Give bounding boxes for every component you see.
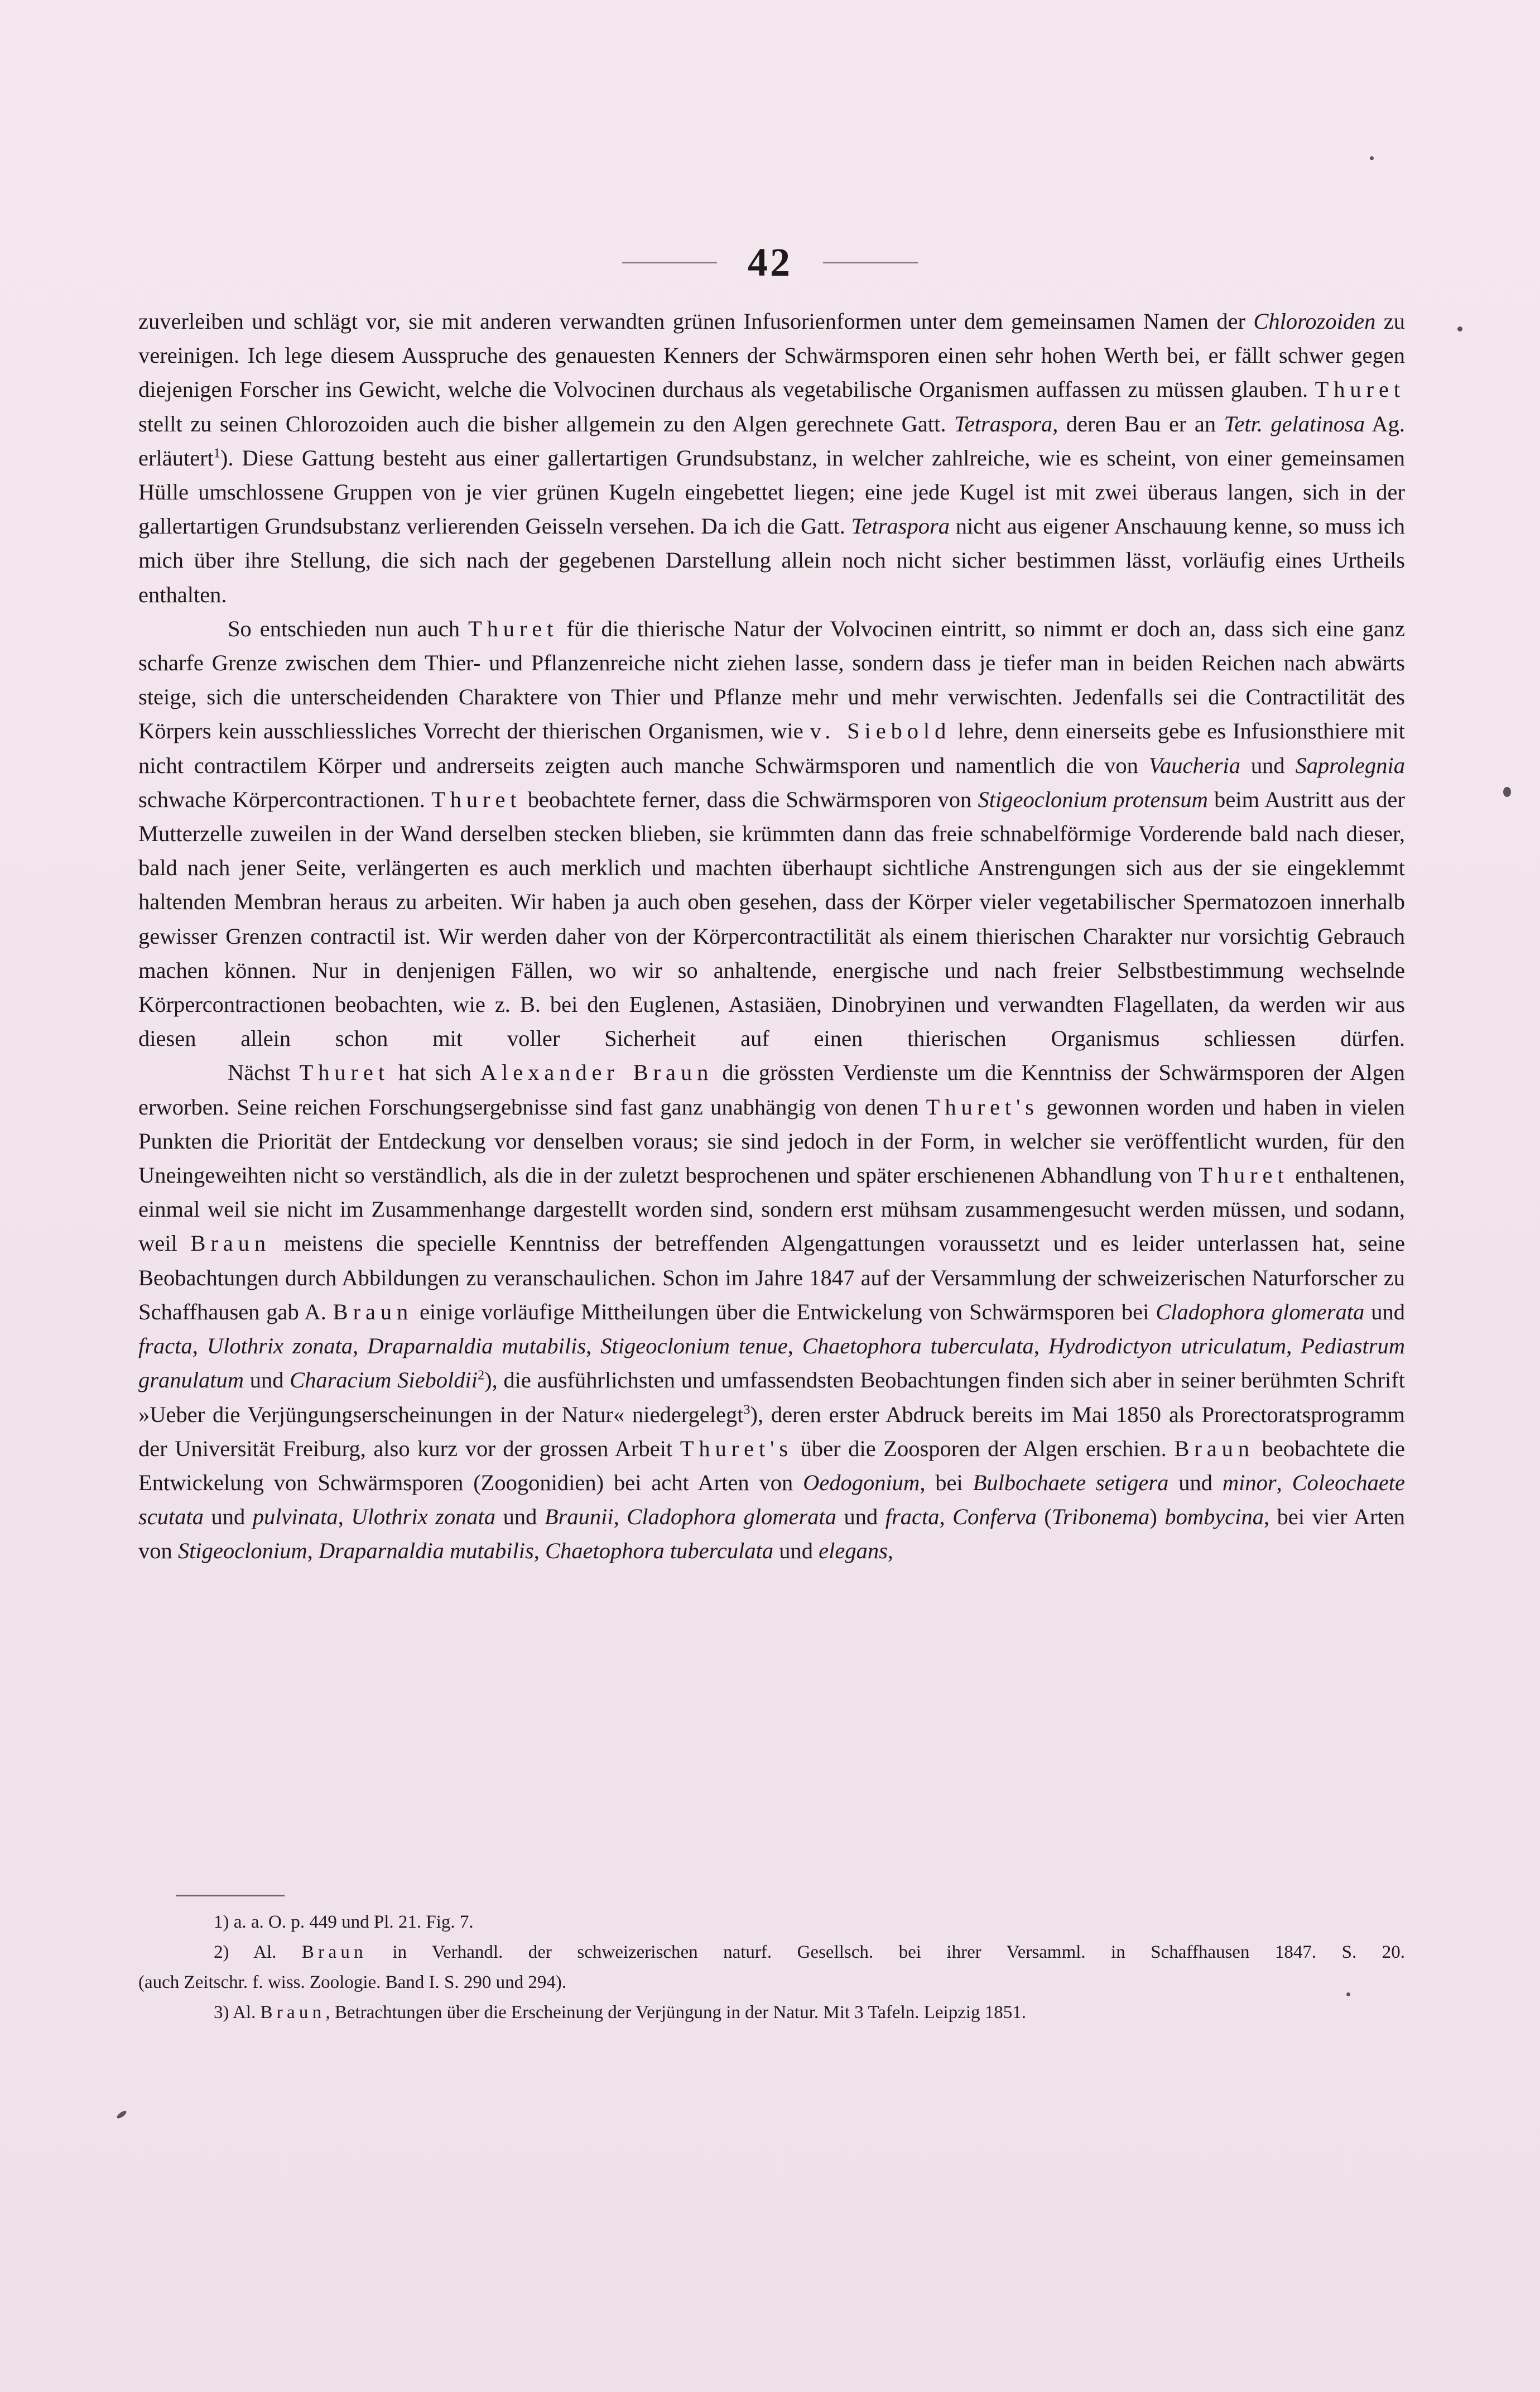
text-run: ,	[192, 1333, 207, 1359]
italic-term: fracta	[138, 1333, 192, 1359]
author-name: Braun	[301, 1942, 367, 1962]
author-name: Thuret	[431, 786, 522, 812]
text-run: beobachtete die Entwickelung von Schwärmsporen (Zoogonidien) bei acht Arten von	[138, 1435, 1405, 1495]
italic-term: Stigeoclonium tenue	[600, 1333, 788, 1359]
author-name: Braun	[333, 1299, 413, 1324]
italic-term: Oedogonium	[803, 1469, 920, 1495]
header-rule-right	[823, 262, 918, 263]
author-name: Braun	[190, 1231, 271, 1256]
footnote-1-mark: 1)	[214, 1912, 229, 1932]
ink-speck	[116, 2110, 128, 2120]
page-header	[0, 229, 1540, 296]
text-run: nicht aus eigener Anschauung kenne, so muss ich mich über ihre Stellung, die sich nach der gegebenen Darstellung allein noch nicht sicher bestimmen lässt, vorläufig eines Urtheils enthalten.	[138, 513, 1405, 607]
text-run: lehre, denn einerseits gebe es Infusionsthiere mit nicht contractilem Körper und andrerseits zeigten auch manche Schwärmsporen und namentlich die von	[138, 718, 1405, 778]
author-name: Thuret	[468, 616, 559, 641]
text-run: zu vereinigen. Ich lege diesem Ausspruche des genauesten Kenners der Schwärmsporen einen sehr hohen Werth bei, er fällt schwer gegen diejenigen Forscher ins Gewicht, welche die Volvocinen durchaus als vegetabilische Organismen auffassen zu müssen glauben.	[138, 309, 1405, 402]
text-run: ,	[1276, 1469, 1292, 1495]
italic-term: Tetraspora	[954, 411, 1053, 436]
text-run: für die thierische Natur der Volvocinen eintritt, so nimmt er doch an, dass sich eine ganz scharfe Grenze zwischen dem Thier- und Pflanzenreiche nicht ziehen lasse, sondern dass je tiefer man in beiden Reichen nach abwärts steige, sich die unterscheidenden Charaktere von Thier und Pflanze mehr und mehr verwischten. Jedenfalls sei die Contractilität des Körpers kein ausschliessliches Vorrecht der thierischen Organismen, wie	[138, 616, 1405, 744]
author-name: Thuret's	[680, 1435, 793, 1461]
italic-term: Tetr. gelatinosa	[1224, 411, 1365, 436]
text-run: hat sich	[389, 1060, 480, 1085]
text-run: gewonnen worden und haben in vielen Punkten die Priorität der Entdeckung vor denselben voraus; sie sind jedoch in der Form, in welcher sie veröffentlicht wurden, für den Uneingeweihten nicht so verständlich, als die in der zuletzt besprochenen und später erschienenen Abhandlung von	[138, 1094, 1405, 1188]
text-run: schwache Körpercontractionen.	[138, 786, 432, 812]
footnote-2-continuation: (auch Zeitschr. f. wiss. Zoologie. Band I. S. 290 und 294).	[138, 1972, 567, 1992]
footnote-ref: 3	[743, 1402, 750, 1417]
text-run: stellt zu seinen Chlorozoiden auch die bisher allgemein zu den Algen gerechnete Gatt.	[138, 411, 954, 436]
italic-term: elegans	[819, 1538, 888, 1564]
italic-term: fracta	[885, 1504, 940, 1530]
italic-term: Stigeoclonium protensum	[978, 786, 1208, 812]
paragraph-1	[138, 304, 1405, 612]
text-run: ,	[353, 1333, 368, 1359]
author-name: Thuret	[299, 1060, 389, 1085]
footnote-1	[138, 1909, 1405, 1935]
italic-term: Coleochaete scutata	[138, 1469, 1406, 1530]
text-run: die grössten Verdienste um die Kenntniss der Schwärmsporen der Algen erworben. Seine reichen Forschungsergebnisse sind fast ganz unabhängig von denen	[138, 1060, 1406, 1120]
text-run: (	[1036, 1504, 1052, 1530]
author-name: v. Siebold	[810, 718, 951, 744]
italic-term: Pediastrum granulatum	[138, 1333, 1406, 1393]
italic-term: Ulothrix zonata	[206, 1333, 353, 1359]
text-run: und	[1240, 752, 1296, 778]
ink-speck	[1503, 787, 1511, 797]
text-run: ,	[1286, 1333, 1301, 1359]
text-run: ,	[887, 1538, 893, 1564]
footnote-1-text: a. a. O. p. 449 und Pl. 21. Fig. 7.	[233, 1912, 474, 1932]
footnote-rule	[176, 1895, 285, 1896]
text-run: und	[204, 1504, 253, 1530]
footnotes	[138, 1909, 1405, 2029]
footnote-3-text	[233, 2002, 1026, 2023]
italic-term: Cladophora glomerata	[627, 1504, 836, 1530]
ink-speck	[1370, 156, 1374, 160]
paragraph-2	[138, 612, 1405, 1056]
footnote-3	[138, 1999, 1405, 2026]
text-run: und	[1168, 1469, 1223, 1495]
header-rule-left	[622, 262, 717, 263]
text-run: und	[495, 1504, 545, 1530]
text-run: Al.	[232, 2002, 261, 2023]
text-run: , bei vier Arten von	[138, 1504, 1406, 1564]
text-run: Ag. erläutert	[138, 411, 1405, 470]
text-run: ), deren erster Abdruck bereits im Mai 1850 als Prorectoratsprogramm der Universität Freiburg, also kurz vor der grossen Arbeit	[138, 1401, 1405, 1461]
author-name: Thuret's	[926, 1094, 1039, 1120]
italic-term: Conferva	[952, 1504, 1037, 1530]
italic-term: Cladophora glomerata	[1156, 1299, 1365, 1324]
italic-term: Ulothrix zonata	[351, 1504, 496, 1530]
text-run: , bei	[920, 1469, 973, 1495]
author-name: Braun	[260, 2002, 326, 2023]
footnote-2-text	[253, 1942, 1405, 1962]
italic-term: Draparnaldia mutabilis	[367, 1333, 586, 1359]
text-run: meistens die specielle Kenntniss der betreffenden Algengattungen voraussetzt und es leider unterlassen hat, seine Beobachtungen durch Abbildungen zu veranschaulichen. Schon im Jahre 1847 auf der Versammlung der schweizerischen Naturforscher zu Schaffhausen gab A.	[138, 1231, 1405, 1324]
footnote-2-mark: 2)	[214, 1942, 229, 1962]
text-run: ,	[533, 1538, 546, 1564]
footnote-3-mark: 3)	[214, 2002, 229, 2023]
text-run: ,	[787, 1333, 802, 1359]
text-run: ,	[307, 1538, 319, 1564]
text-run: und	[773, 1538, 819, 1564]
italic-term: Draparnaldia mutabilis	[318, 1538, 534, 1564]
italic-term: minor	[1222, 1469, 1277, 1495]
italic-term: Tribonema	[1051, 1504, 1150, 1530]
italic-term: Hydrodictyon utriculatum	[1048, 1333, 1287, 1359]
italic-term: Vaucheria	[1148, 752, 1240, 778]
text-run: ,	[586, 1333, 601, 1359]
text-run: über die Zoosporen der Algen erschien.	[793, 1435, 1175, 1461]
text-run: und	[244, 1367, 290, 1393]
text-run: beobachtete ferner, dass die Schwärmsporen von	[521, 786, 978, 812]
text-run: und	[836, 1504, 886, 1530]
italic-term: Braunii	[544, 1504, 614, 1530]
text-run: zuverleiben und schlägt vor, sie mit anderen verwandten grünen Infusorienformen unter dem gemeinsamen Namen der	[138, 309, 1254, 334]
text-run: )	[1149, 1504, 1165, 1530]
text-run: ,	[939, 1504, 953, 1530]
text-run: enthaltenen, einmal weil sie nicht im Zusammenhange dargestellt worden sind, sondern erst mühsam zusammengesucht werden müssen, und sodann, weil	[138, 1163, 1405, 1256]
text-run: , Betrachtungen über die Erscheinung der Verjüngung in der Natur. Mit 3 Tafeln. Leipzig 1851.	[325, 2002, 1027, 2023]
text-run: und	[1364, 1299, 1406, 1324]
page-number: 42	[748, 239, 792, 285]
text-run: Nächst	[228, 1060, 300, 1085]
italic-term: pulvinata	[252, 1504, 338, 1530]
text-run: ,	[613, 1504, 627, 1530]
footnote-ref: 2	[478, 1368, 485, 1383]
italic-term: Chaetophora tuberculata	[545, 1538, 774, 1564]
italic-term: Saprolegnia	[1295, 752, 1405, 778]
italic-term: Chlorozoiden	[1253, 309, 1376, 334]
author-name: Alexander Braun	[480, 1060, 714, 1085]
text-run: ). Diese Gattung besteht aus einer gallertartigen Grundsubstanz, in welcher zahlreiche, wie es scheint, von einer gemeinsamen Hülle umschlossene Gruppen von je vier grünen Kugeln eingebettet liegen; eine jede Kugel ist mit zwei überaus langen, sich in der gallertartigen Grundsubstanz verlierenden Geisseln versehen. Da ich die Gatt.	[138, 445, 1405, 539]
italic-term: Tetraspora	[851, 513, 950, 539]
author-name: Braun	[1174, 1435, 1254, 1461]
text-run: ,	[338, 1504, 352, 1530]
footnote-2	[138, 1939, 1405, 1966]
italic-term: Stigeoclonium	[177, 1538, 307, 1564]
text-run: , deren Bau er an	[1052, 411, 1224, 436]
text-run: ,	[1033, 1333, 1048, 1359]
ink-speck	[1457, 326, 1462, 332]
author-name: Thuret	[1315, 377, 1405, 402]
text-run: Al.	[253, 1942, 302, 1962]
text-run: beim Austritt aus der Mutterzelle zuweilen in der Wand derselben stecken blieben, sie krümmten dann das freie schnabelförmige Vorderende bald nach dieser, bald nach jener Seite, verlängerten es auch merklich und machten überhaupt sichtliche Anstrengungen sich aus der sie eingeklemmt haltenden Membran heraus zu arbeiten. Wir haben ja auch oben gesehen, dass der Körper vieler vegetabilischer Spermatozoen innerhalb gewisser Grenzen contractil ist. Wir werden daher von der Körpercontractilität als einem thierischen Charakter nur vorsichtig Gebrauch machen können. Nur in denjenigen Fällen, wo wir so anhaltende, energische und nach freier Selbstbestimmung wechselnde Körpercontractionen beobachten, wie z. B. bei den Euglenen, Astasiäen, Dinobryinen und verwandten Flagellaten, da werden wir aus diesen allein schon mit voller Sicherheit auf einen thierischen Organismus schliessen dürfen.	[138, 786, 1405, 1051]
italic-term: Bulbochaete setigera	[973, 1469, 1169, 1495]
text-run: einige vorläufige Mittheilungen über die Entwickelung von Schwärmsporen bei	[413, 1299, 1156, 1324]
body-text	[138, 304, 1405, 1568]
italic-term: Characium Sieboldii	[290, 1367, 478, 1393]
italic-term: Chaetophora tuberculata	[802, 1333, 1034, 1359]
text-run: ), die ausführlichsten und umfassendsten Beobachtungen finden sich aber in seiner berühmten Schrift »Ueber die Verjüngungserscheinungen in der Natur« niedergelegt	[138, 1367, 1405, 1427]
text-run: in Verhandl. der schweizerischen naturf. Gesellsch. bei ihrer Versamml. in Schaffhausen 1847. S. 20.	[367, 1942, 1406, 1962]
paragraph-3	[138, 1055, 1405, 1568]
ink-speck	[1346, 1992, 1350, 1996]
italic-term: bombycina	[1164, 1504, 1264, 1530]
author-name: Thuret	[1199, 1163, 1289, 1188]
text-run: So entschieden nun auch	[228, 616, 468, 641]
footnote-ref: 1	[213, 446, 220, 461]
